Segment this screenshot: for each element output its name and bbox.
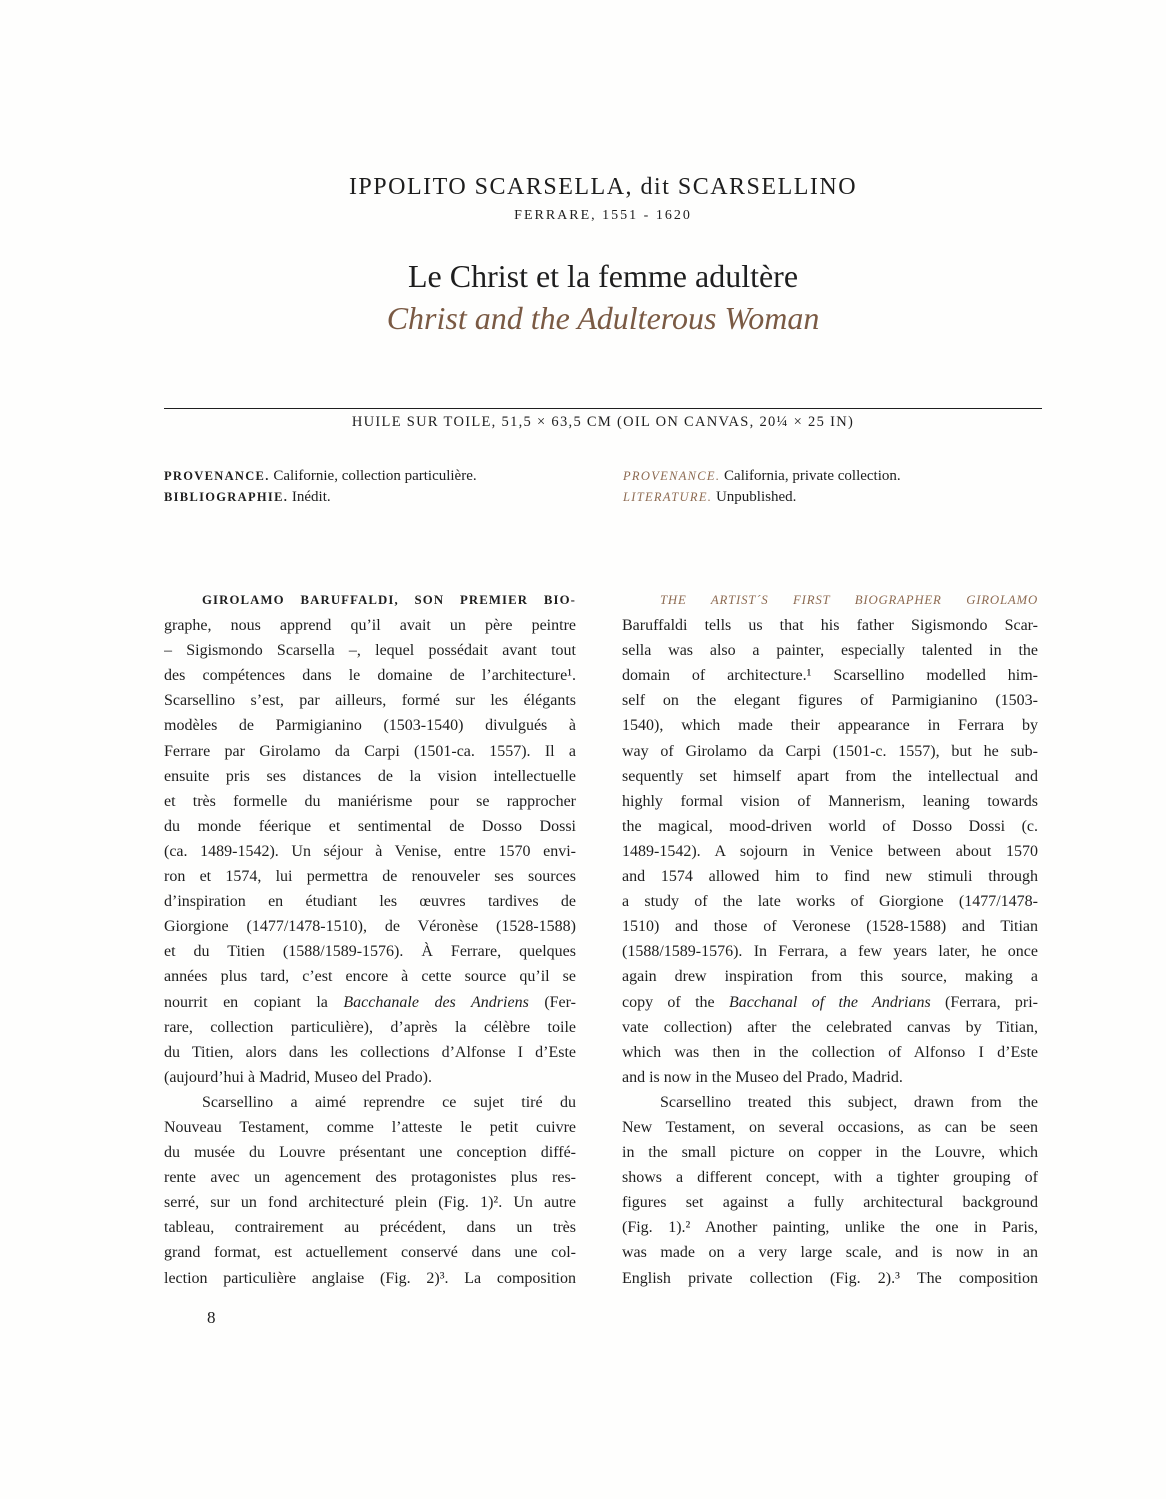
bibliography-value: Inédit. bbox=[291, 488, 331, 505]
text-line: serré, sur un fond architecturé plein (Fig. 1)². Un autre bbox=[164, 1194, 576, 1212]
provenance-row bbox=[164, 487, 574, 508]
text-line: du musée du Louvre présentant une conception diffé- bbox=[164, 1144, 576, 1162]
literature-label: LITERATURE. bbox=[623, 489, 713, 504]
text-line: des compétences dans le domaine de l’architecture¹. bbox=[164, 667, 576, 685]
provenance-section bbox=[164, 466, 1042, 507]
text-line: ensuite pris ses distances de la vision intellectuelle bbox=[164, 767, 576, 785]
text-line: vate collection) after the celebrated canvas by Titian, bbox=[622, 1018, 1038, 1036]
text-line: was made on a very large scale, and is now in an bbox=[622, 1244, 1038, 1262]
text-line: English private collection (Fig. 2).³ The composition bbox=[622, 1269, 1038, 1287]
divider-rule bbox=[164, 408, 1042, 409]
text-line: shows a different concept, with a tighter grouping of bbox=[622, 1169, 1038, 1187]
provenance-row bbox=[623, 487, 1038, 508]
text-line: highly formal vision of Mannerism, leaning towards bbox=[622, 792, 1038, 810]
text-line: lection particulière anglaise (Fig. 2)³. La composition bbox=[164, 1269, 576, 1287]
text-line: années plus tard, c’est encore à cette source qu’il se bbox=[164, 968, 576, 986]
text-line: and is now in the Museo del Prado, Madrid. bbox=[622, 1068, 903, 1086]
text-line: in the small picture on copper in the Louvre, which bbox=[622, 1144, 1038, 1162]
text-line: (1588/1589-1576). In Ferrara, a few years later, he once bbox=[622, 943, 1038, 961]
text-line: GIROLAMO BARUFFALDI, SON PREMIER BIO- bbox=[202, 593, 576, 607]
text-line: (aujourd’hui à Madrid, Museo del Prado). bbox=[164, 1068, 432, 1086]
work-title-french: Le Christ et la femme adultère bbox=[407, 258, 799, 294]
text-line: du Titien, alors dans les collections d’Alfonse I d’Este bbox=[164, 1043, 576, 1061]
text-line: Ferrare par Girolamo da Carpi (1501-ca. 1557). Il a bbox=[164, 742, 576, 760]
text-line: New Testament, on several occasions, as can be seen bbox=[622, 1118, 1038, 1136]
text-line: et très formelle du maniérisme pour se rapprocher bbox=[164, 792, 576, 810]
body-columns bbox=[164, 588, 1042, 1291]
text-line: Nouveau Testament, comme l’atteste le petit cuivre bbox=[164, 1118, 576, 1136]
text-line: again drew inspiration from this source, making a bbox=[622, 968, 1038, 986]
artist-dates: FERRARE, 1551 - 1620 bbox=[514, 208, 692, 223]
text-line: 1489-1542). A sojourn in Venice between about 1570 bbox=[622, 842, 1038, 860]
text-line: 1540), which made their appearance in Ferrara by bbox=[622, 717, 1038, 735]
provenance-value: Californie, collection particulière. bbox=[273, 468, 477, 484]
text-line: domain of architecture.¹ Scarsellino modelled him- bbox=[622, 667, 1038, 685]
medium-line: HUILE SUR TOILE, 51,5 × 63,5 CM (OIL ON CANVAS, 20¼ × 25 IN) bbox=[351, 414, 855, 430]
text-line: rente avec un agencement des protagonistes plus res- bbox=[164, 1169, 576, 1187]
text-line: d’inspiration en étudiant les œuvres tardives de bbox=[164, 893, 576, 911]
bibliography-label: BIBLIOGRAPHIE. bbox=[164, 489, 289, 504]
provenance-french bbox=[164, 466, 574, 507]
content-area bbox=[164, 0, 1042, 1499]
text-line: tableau, contrairement au précédent, dans un très bbox=[164, 1219, 576, 1237]
text-line: way of Girolamo da Carpi (1501-c. 1557), but he sub- bbox=[622, 742, 1038, 760]
text-line: (ca. 1489-1542). Un séjour à Venise, entre 1570 envi- bbox=[164, 842, 576, 860]
provenance-row bbox=[623, 466, 1038, 487]
text-line: copy of the Bacchanal of the Andrians (Ferrara, pri- bbox=[622, 993, 1038, 1011]
text-line: – Sigismondo Scarsella –, lequel possédait avant tout bbox=[164, 642, 576, 660]
english-column bbox=[622, 588, 1038, 1291]
text-line: THE ARTIST´S FIRST BIOGRAPHER GIROLAMO bbox=[660, 593, 1038, 607]
page-number: 8 bbox=[207, 1308, 216, 1327]
text-line: nourrit en copiant la Bacchanale des Andriens (Fer- bbox=[164, 993, 576, 1011]
provenance-label: PROVENANCE. bbox=[164, 469, 270, 483]
provenance-english bbox=[623, 466, 1038, 507]
text-line: which was then in the collection of Alfonso I d’Este bbox=[622, 1043, 1038, 1061]
text-line: the magical, mood-driven world of Dosso Dossi (c. bbox=[622, 817, 1038, 835]
provenance-label: PROVENANCE. bbox=[623, 469, 721, 483]
text-line: and 1574 allowed him to find new stimuli through bbox=[622, 868, 1038, 886]
text-line: du monde féerique et sentimental de Dosso Dossi bbox=[164, 817, 576, 835]
text-line: Giorgione (1477/1478-1510), de Véronèse (1528-1588) bbox=[164, 918, 576, 936]
text-line: modèles de Parmigianino (1503-1540) divulgués à bbox=[164, 717, 576, 735]
text-line: a study of the late works of Giorgione (1477/1478- bbox=[622, 893, 1038, 911]
text-line: Scarsellino s’est, par ailleurs, formé sur les élégants bbox=[164, 692, 576, 710]
text-line: Baruffaldi tells us that his father Sigismondo Scar- bbox=[622, 617, 1038, 635]
text-line: self on the elegant figures of Parmigianino (1503- bbox=[622, 692, 1038, 710]
text-line: ron et 1574, lui permettra de renouveler ses sources bbox=[164, 868, 576, 886]
text-line: figures set against a fully architectural background bbox=[622, 1194, 1038, 1212]
text-line: sequently set himself apart from the intellectual and bbox=[622, 767, 1038, 785]
literature-value: Unpublished. bbox=[715, 488, 797, 505]
text-line: Scarsellino a aimé reprendre ce sujet tiré du bbox=[202, 1093, 576, 1111]
text-line: (Fig. 1).² Another painting, unlike the one in Paris, bbox=[622, 1219, 1038, 1237]
text-line: grand format, est actuellement conservé dans une col- bbox=[164, 1244, 576, 1262]
provenance-value: California, private collection. bbox=[724, 468, 901, 484]
text-line: rare, collection particulière), d’après la célèbre toile bbox=[164, 1018, 576, 1036]
text-line: Scarsellino treated this subject, drawn from the bbox=[660, 1093, 1038, 1111]
work-title-english: Christ and the Adulterous Woman bbox=[386, 300, 820, 336]
text-line: 1510) and those of Veronese (1528-1588) and Titian bbox=[622, 918, 1038, 936]
french-column bbox=[164, 588, 576, 1291]
text-line: sella was also a painter, especially talented in the bbox=[622, 642, 1038, 660]
provenance-row bbox=[164, 466, 574, 487]
text-line: graphe, nous apprend qu’il avait un père peintre bbox=[164, 617, 576, 635]
artist-name: IPPOLITO SCARSELLA, dit SCARSELLINO bbox=[348, 174, 858, 200]
text-line: et du Titien (1588/1589-1576). À Ferrare, quelques bbox=[164, 943, 576, 961]
